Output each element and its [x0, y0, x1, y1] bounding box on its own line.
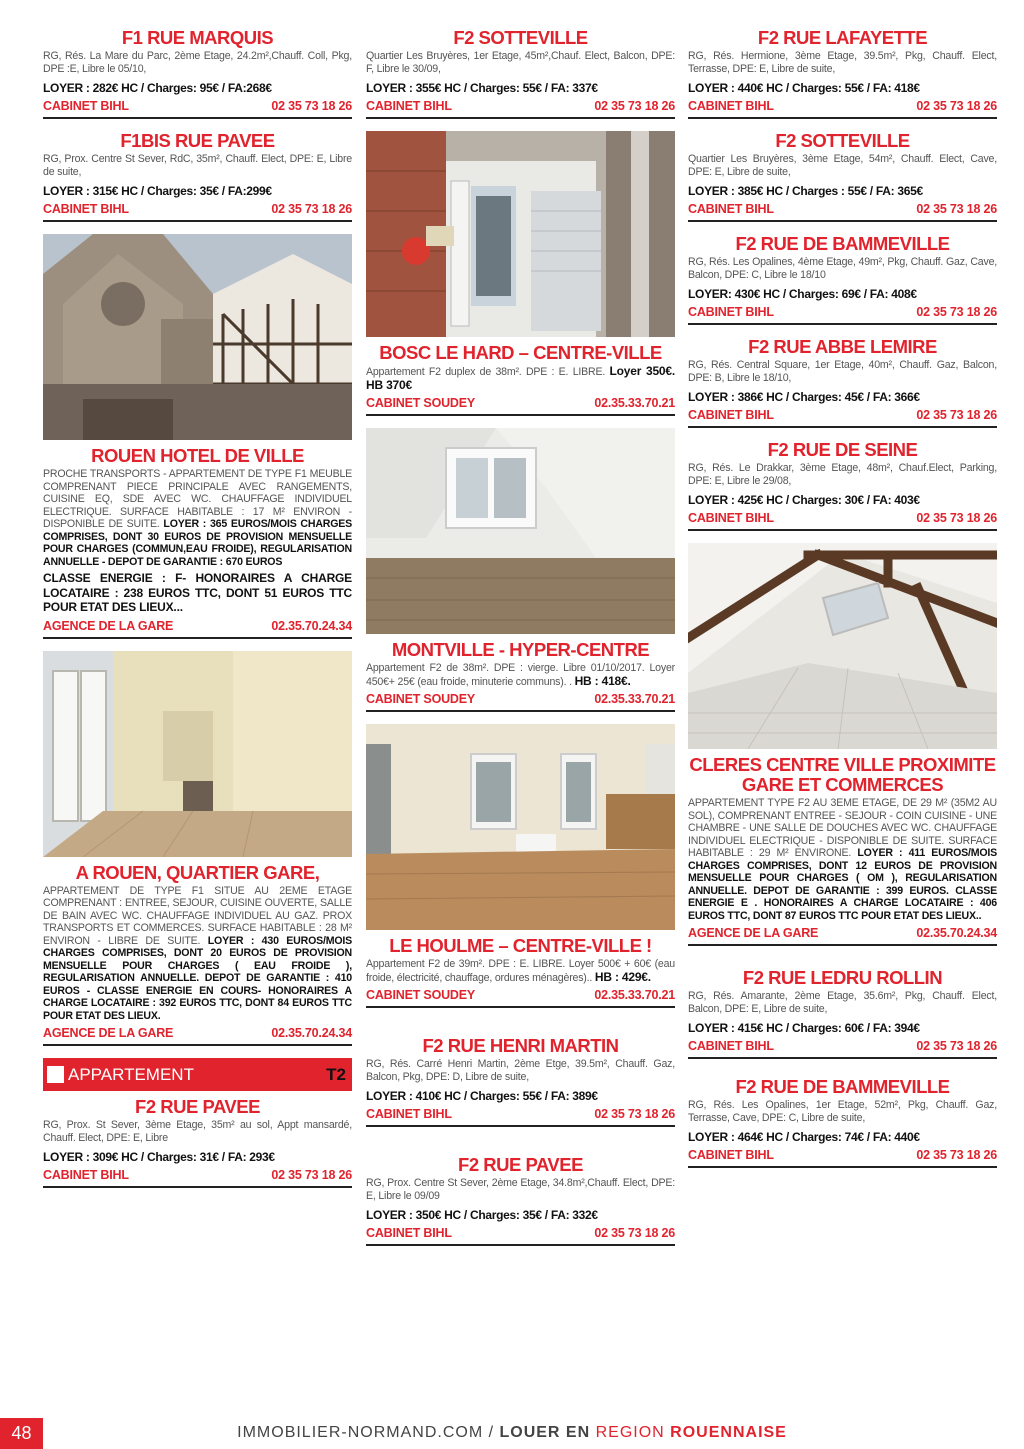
agency-phone[interactable]: 02.35.33.70.21	[594, 692, 675, 706]
agency-name: CABINET BIHL	[688, 305, 774, 319]
agency-name: CABINET BIHL	[43, 202, 129, 216]
listing-title: CLERES CENTRE VILLE PROXIMITE GARE ET COMMERCES	[689, 754, 996, 795]
agency-name: CABINET BIHL	[43, 1168, 129, 1182]
listing-title: F1BIS RUE PAVEE	[120, 130, 275, 151]
listing-title: MONTVILLE - HYPER-CENTRE	[391, 639, 650, 660]
listing-agency-line	[366, 1107, 675, 1121]
listing-rent-terms: LOYER : 411 EUROS/MOIS CHARGES COMPRISES, DONT 12 EUROS DE PROVISION MENSUELLE POUR CHARGES ( OM ), REGULARISATION ANNUELLE. DEPOT DE GARANTIE : 399 EUROS. CLASSE ENERGIE E . HONORAIRES A CHARGE LOCATAIRE : 406 EUROS TTC, DONT 87 EUROS TTC POUR ETAT DES LIEUX..	[688, 847, 997, 922]
listing-photo-le-houlme	[366, 724, 675, 930]
listing-description: RG, Prox. St Sever, 3ème Etage, 35m² au sol, Appt mansardé, Chauff. Elect, DPE: E, Libre	[43, 1119, 352, 1144]
listing-title: BOSC LE HARD – CENTRE-VILLE	[379, 342, 662, 363]
agency-name: CABINET BIHL	[688, 99, 774, 113]
listing-price: HB : 418€.	[574, 673, 631, 688]
listing-title: F2 RUE DE BAMMEVILLE	[735, 1076, 950, 1097]
listing-agency-line	[688, 926, 997, 940]
listing-description: APPARTEMENT TYPE F2 AU 3EME ETAGE, DE 29 M² (35M2 AU SOL), COMPRENANT ENTREE - SEJOUR - COIN CUISINE - UNE CHAMBRE - UNE SALLE DE DOUCHES AVEC WC. CHAUFFAGE INDIVIDUEL ELECTRIQUE - DISPONIBLE DE SUITE. SURFACE HABITABLE : 29 M² ENVIRONE. LOYER : 411 EUROS/MOIS CHARGES COMPRISES, DONT 12 EUROS DE PROVISION MENSUELLE POUR CHARGES ( OM ), REGULARISATION ANNUELLE. DEPOT DE GARANTIE : 399 EUROS. CLASSE ENERGIE E . HONORAIRES A CHARGE LOCATAIRE : 406 EUROS TTC, DONT 87 EUROS TTC POUR ETAT DES LIEUX..	[688, 797, 997, 922]
listing-agency-line	[366, 692, 675, 706]
listing-photo-hotel-de-ville	[43, 234, 352, 440]
listing-description: RG, Rés. Amarante, 2ème Etage, 35.6m², Pkg, Chauff. Elect, Balcon, DPE: E, Libre de suite,	[688, 990, 997, 1015]
listing-description: RG, Rés. Hermione, 3ème Etage, 39.5m², Pkg, Chauff. Elect, Terrasse, DPE: E, Libre de suite,	[688, 50, 997, 75]
listing-description: RG, Rés. Central Square, 1er Etage, 40m², Chauff. Gaz, Balcon, DPE: B, Libre le 18/10,	[688, 359, 997, 384]
listing-f2-rue-abbe-lemire	[688, 337, 997, 428]
listing-title: F2 RUE PAVEE	[458, 1154, 583, 1175]
listing-description: Quartier Les Bruyères, 1er Etage, 45m²,Chauf. Elect, Balcon, DPE: F, Libre le 30/09,	[366, 50, 675, 75]
page-footer	[0, 1418, 1024, 1449]
square-bullet-icon	[47, 1066, 64, 1083]
agency-phone[interactable]: 02.35.70.24.34	[271, 1026, 352, 1040]
listing-description: RG, Rés. Carré Henri Martin, 2ème Etge, 39.5m², Chauff. Gaz, Balcon, Pkg, DPE: D, Libre de suite,	[366, 1058, 675, 1083]
listing-photo-cleres	[688, 543, 997, 749]
listing-rent: LOYER : 386€ HC / Charges: 45€ / FA: 366€	[688, 390, 920, 404]
listing-title: F2 RUE PAVEE	[135, 1096, 260, 1117]
listing-agency-line	[43, 1168, 352, 1182]
listing-f2-rue-henri-martin	[366, 1036, 675, 1127]
agency-name: CABINET BIHL	[688, 408, 774, 422]
listing-description: RG, Rés. Les Opalines, 1er Etage, 52m², Pkg, Chauff. Gaz, Terrasse, Cave, DPE: C, Libre de suite,	[688, 1099, 997, 1124]
listing-description: Appartement F2 duplex de 38m². DPE : E. LIBRE. Loyer 350€. HB 370€	[366, 364, 676, 392]
listing-price: HB : 429€.	[594, 969, 651, 984]
agency-phone[interactable]: 02 35 73 18 26	[916, 1039, 997, 1053]
listing-f2-rue-ledru-rollin	[688, 968, 997, 1059]
listing-le-houlme	[366, 724, 675, 1008]
listing-f2-rue-lafayette	[688, 28, 997, 119]
listing-f2-rue-de-bammeville	[688, 234, 997, 325]
listing-rent: LOYER : 309€ HC / Charges: 31€ / FA: 293€	[43, 1150, 275, 1164]
listing-description: Quartier Les Bruyères, 3ème Etage, 54m², Chauff. Elect, Cave, DPE: E, Libre de suite,	[688, 153, 997, 178]
agency-name: CABINET BIHL	[366, 1107, 452, 1121]
listing-agency-line	[43, 99, 352, 113]
listing-agency-line	[688, 99, 997, 113]
listing-agency-line	[366, 1226, 675, 1240]
listing-photo-bosc-le-hard	[366, 131, 675, 337]
listing-description: Appartement F2 de 39m². DPE : E. LIBRE. Loyer 500€ + 60€ (eau froide, électricité, chauffage, ordures ménagères).. HB : 429€.	[366, 958, 675, 984]
agency-phone[interactable]: 02 35 73 18 26	[271, 99, 352, 113]
agency-name: AGENCE DE LA GARE	[43, 1026, 174, 1040]
listing-agency-line	[43, 202, 352, 216]
listing-rent-terms: LOYER : 365 EUROS/MOIS CHARGES COMPRISES, DONT 30 EUROS DE PROVISION MENSUELLE POUR CHARGES (COMMUN,EAU FROIDE), REGULARISATION ANNUELLE - DEPOT DE GARANTIE : 670 EUROS	[43, 518, 353, 568]
agency-name: CABINET SOUDEY	[366, 692, 476, 706]
agency-phone[interactable]: 02 35 73 18 26	[594, 1107, 675, 1121]
listing-description: RG, Rés. La Mare du Parc, 2ème Etage, 24.2m²,Chauff. Coll, Pkg, DPE :E, Libre le 05/10,	[43, 50, 352, 75]
listing-agency-line	[688, 1039, 997, 1053]
section-label: APPARTEMENT	[47, 1065, 194, 1085]
footer-site-link[interactable]: IMMOBILIER-NORMAND.COM	[237, 1424, 484, 1441]
listing-title: F2 RUE DE BAMMEVILLE	[735, 233, 950, 254]
agency-name: CABINET BIHL	[688, 202, 774, 216]
listing-agency-line	[688, 408, 997, 422]
agency-phone[interactable]: 02 35 73 18 26	[916, 305, 997, 319]
listing-rouen-quartier-gare	[43, 651, 352, 1047]
listing-title: LE HOULME – CENTRE-VILLE !	[389, 935, 652, 956]
listing-price: Loyer 350€. HB 370€	[366, 364, 676, 392]
listing-photo-montville	[366, 428, 675, 634]
listing-f2-rue-de-seine	[688, 440, 997, 531]
listing-rent: LOYER : 350€ HC / Charges: 35€ / FA: 332€	[366, 1208, 598, 1222]
agency-phone[interactable]: 02 35 73 18 26	[271, 1168, 352, 1182]
listing-rent: LOYER : 385€ HC / Charges : 55€ / FA: 365€	[688, 184, 923, 198]
listing-agency-line	[43, 619, 352, 633]
column-left	[43, 28, 352, 1200]
listing-title: F2 RUE LAFAYETTE	[757, 27, 928, 48]
listing-agency-line	[688, 511, 997, 525]
column-right	[688, 28, 997, 1180]
agency-name: CABINET BIHL	[366, 99, 452, 113]
listing-rent: LOYER : 315€ HC / Charges: 35€ / FA:299€	[43, 184, 272, 198]
listing-agency-line	[688, 202, 997, 216]
agency-phone[interactable]: 02 35 73 18 26	[594, 1226, 675, 1240]
listing-agency-line	[366, 396, 675, 410]
listing-f2-sotteville-2	[688, 131, 997, 222]
listing-title: F2 RUE HENRI MARTIN	[422, 1035, 619, 1056]
agency-name: CABINET BIHL	[366, 1226, 452, 1240]
listing-description: PROCHE TRANSPORTS - APPARTEMENT DE TYPE F1 MEUBLE COMPRENANT PIECE PRINCIPALE AVEC RANGEMENTS, CUISINE EQ, SDE AVEC WC. CHAUFFAGE INDIVIDUEL ELECTRIQUE. SURFACE HABITABLE : 17 M² ENVIRON - DISPONIBLE DE SUITE. LOYER : 365 EUROS/MOIS CHARGES COMPRISES, DONT 30 EUROS DE PROVISION MENSUELLE POUR CHARGES (COMMUN,EAU FROIDE), REGULARISATION ANNUELLE - DEPOT DE GARANTIE : 670 EUROS	[43, 468, 353, 568]
agency-phone[interactable]: 02 35 73 18 26	[916, 408, 997, 422]
agency-phone[interactable]: 02.35.33.70.21	[594, 988, 675, 1002]
listing-agency-line	[366, 99, 675, 113]
agency-name: CABINET BIHL	[688, 1039, 774, 1053]
listing-description: Appartement F2 de 38m². DPE : vierge. Libre 01/10/2017. Loyer 450€+ 25€ (eau froide, minuterie communs). . HB : 418€.	[366, 662, 675, 688]
listing-title: F2 RUE ABBE LEMIRE	[748, 336, 937, 357]
listing-agency-line	[688, 305, 997, 319]
listing-f1bis-rue-pavee	[43, 131, 352, 222]
section-code: T2	[326, 1064, 346, 1084]
agency-name: AGENCE DE LA GARE	[43, 618, 174, 633]
listing-rent: LOYER : 440€ HC / Charges: 55€ / FA: 418€	[688, 81, 920, 95]
listing-rent-terms: LOYER : 430 EUROS/MOIS CHARGES COMPRISES, DONT 20 EUROS DE PROVISION MENSUELLE POUR CHARGES ( EAU FROIDE ), REGULARISATION ANNUELLE. DEPOT DE GARANTIE : 410 EUROS - CLASSE ENERGIE EN COURS- HONORAIRES A CHARGE LOCATAIRE : 392 EUROS TTC, DONT 84 EUROS TTC POUR ETAT DES LIEUX.	[43, 934, 352, 1022]
agency-phone[interactable]: 02.35.70.24.34	[916, 926, 997, 940]
listing-f1-rue-marquis	[43, 28, 352, 119]
agency-phone[interactable]: 02.35.33.70.21	[594, 396, 675, 410]
listing-description: RG, Prox. Centre St Sever, RdC, 35m², Chauff. Elect, DPE: E, Libre de suite,	[43, 153, 352, 178]
listing-title: ROUEN HOTEL DE VILLE	[91, 445, 304, 466]
agency-phone[interactable]: 02.35.70.24.34	[271, 618, 352, 633]
listing-cleres-centre-ville	[688, 543, 997, 946]
listing-rent: LOYER : 464€ HC / Charges: 74€ / FA: 440€	[688, 1130, 920, 1144]
agency-phone[interactable]: 02 35 73 18 26	[916, 99, 997, 113]
listing-title: A ROUEN, QUARTIER GARE,	[75, 861, 320, 883]
listing-title: F2 RUE LEDRU ROLLIN	[742, 967, 943, 988]
agency-phone[interactable]: 02 35 73 18 26	[271, 202, 352, 216]
listing-f2-rue-pavee-2	[366, 1155, 675, 1246]
listing-rent: LOYER : 425€ HC / Charges: 30€ / FA: 403€	[688, 493, 920, 507]
agency-name: CABINET BIHL	[688, 511, 774, 525]
listing-energy-fees: CLASSE ENERGIE : F- HONORAIRES A CHARGE LOCATAIRE : 238 EUROS TTC, DONT 51 EUROS TTC POUR ETAT DES LIEUX...	[43, 571, 352, 614]
listing-f2-rue-de-bammeville-2	[688, 1077, 997, 1168]
footer-text: IMMOBILIER-NORMAND.COM / LOUER EN REGION ROUENNAISE	[237, 1424, 787, 1441]
listing-f2-sotteville	[366, 28, 675, 119]
listing-photo-quartier-gare	[43, 651, 352, 857]
agency-phone[interactable]: 02 35 73 18 26	[916, 511, 997, 525]
listing-rent: LOYER : 355€ HC / Charges: 55€ / FA: 337€	[366, 81, 598, 95]
agency-name: CABINET BIHL	[43, 99, 129, 113]
listing-agency-line	[366, 988, 675, 1002]
agency-phone[interactable]: 02 35 73 18 26	[594, 99, 675, 113]
listing-description: RG, Rés. Le Drakkar, 3ème Etage, 48m², Chauf.Elect, Parking, DPE: E, Libre le 29/08,	[688, 462, 997, 487]
agency-phone[interactable]: 02 35 73 18 26	[916, 1148, 997, 1162]
listing-title: F2 SOTTEVILLE	[775, 130, 910, 151]
listing-agency-line	[43, 1026, 352, 1040]
listing-description: APPARTEMENT DE TYPE F1 SITUE AU 2EME ETAGE COMPRENANT : ENTREE, SEJOUR, CUISINE OUVERTE, SALLE DE BAIN AVEC WC. CHAUFFAGE INDIVIDUEL AU GAZ. PROX TRANSPORTS ET COMMERCES. SURFACE HABITABLE : 28 M² ENVIRON - LIBRE DE SUITE. LOYER : 430 EUROS/MOIS CHARGES COMPRISES, DONT 20 EUROS DE PROVISION MENSUELLE POUR CHARGES ( EAU FROIDE ), REGULARISATION ANNUELLE. DEPOT DE GARANTIE : 410 EUROS - CLASSE ENERGIE EN COURS- HONORAIRES A CHARGE LOCATAIRE : 392 EUROS TTC, DONT 84 EUROS TTC POUR ETAT DES LIEUX.	[43, 884, 352, 1022]
listing-description: RG, Rés. Les Opalines, 4ème Etage, 49m², Pkg, Chauff. Gaz, Cave, Balcon, DPE: C, Libre le 18/10	[688, 256, 997, 281]
listing-rent: LOYER : 415€ HC / Charges: 60€ / FA: 394€	[688, 1021, 920, 1035]
column-middle	[366, 28, 675, 1258]
listing-description: RG, Prox. Centre St Sever, 2ème Etage, 34.8m²,Chauff. Elect, DPE: E, Libre le 09/09	[366, 1177, 675, 1202]
agency-phone[interactable]: 02 35 73 18 26	[916, 202, 997, 216]
listing-rent: LOYER : 282€ HC / Charges: 95€ / FA:268€	[43, 81, 272, 95]
listing-title: F2 SOTTEVILLE	[453, 27, 588, 48]
listing-montville	[366, 428, 675, 712]
agency-name: CABINET SOUDEY	[366, 988, 476, 1002]
listing-f2-rue-pavee	[43, 1097, 352, 1188]
listing-title: F1 RUE MARQUIS	[121, 27, 274, 48]
page-number: 48	[0, 1418, 43, 1449]
listing-rent: LOYER: 430€ HC / Charges: 69€ / FA: 408€	[688, 287, 917, 301]
listing-title: F2 RUE DE SEINE	[767, 439, 918, 460]
listing-agency-line	[688, 1148, 997, 1162]
listing-rouen-hotel-de-ville	[43, 234, 352, 639]
agency-name: CABINET SOUDEY	[366, 396, 476, 410]
listing-bosc-le-hard	[366, 131, 675, 416]
agency-name: AGENCE DE LA GARE	[688, 926, 819, 940]
agency-name: CABINET BIHL	[688, 1148, 774, 1162]
listing-rent: LOYER : 410€ HC / Charges: 55€ / FA: 389€	[366, 1089, 598, 1103]
section-header-appartement	[43, 1058, 352, 1091]
